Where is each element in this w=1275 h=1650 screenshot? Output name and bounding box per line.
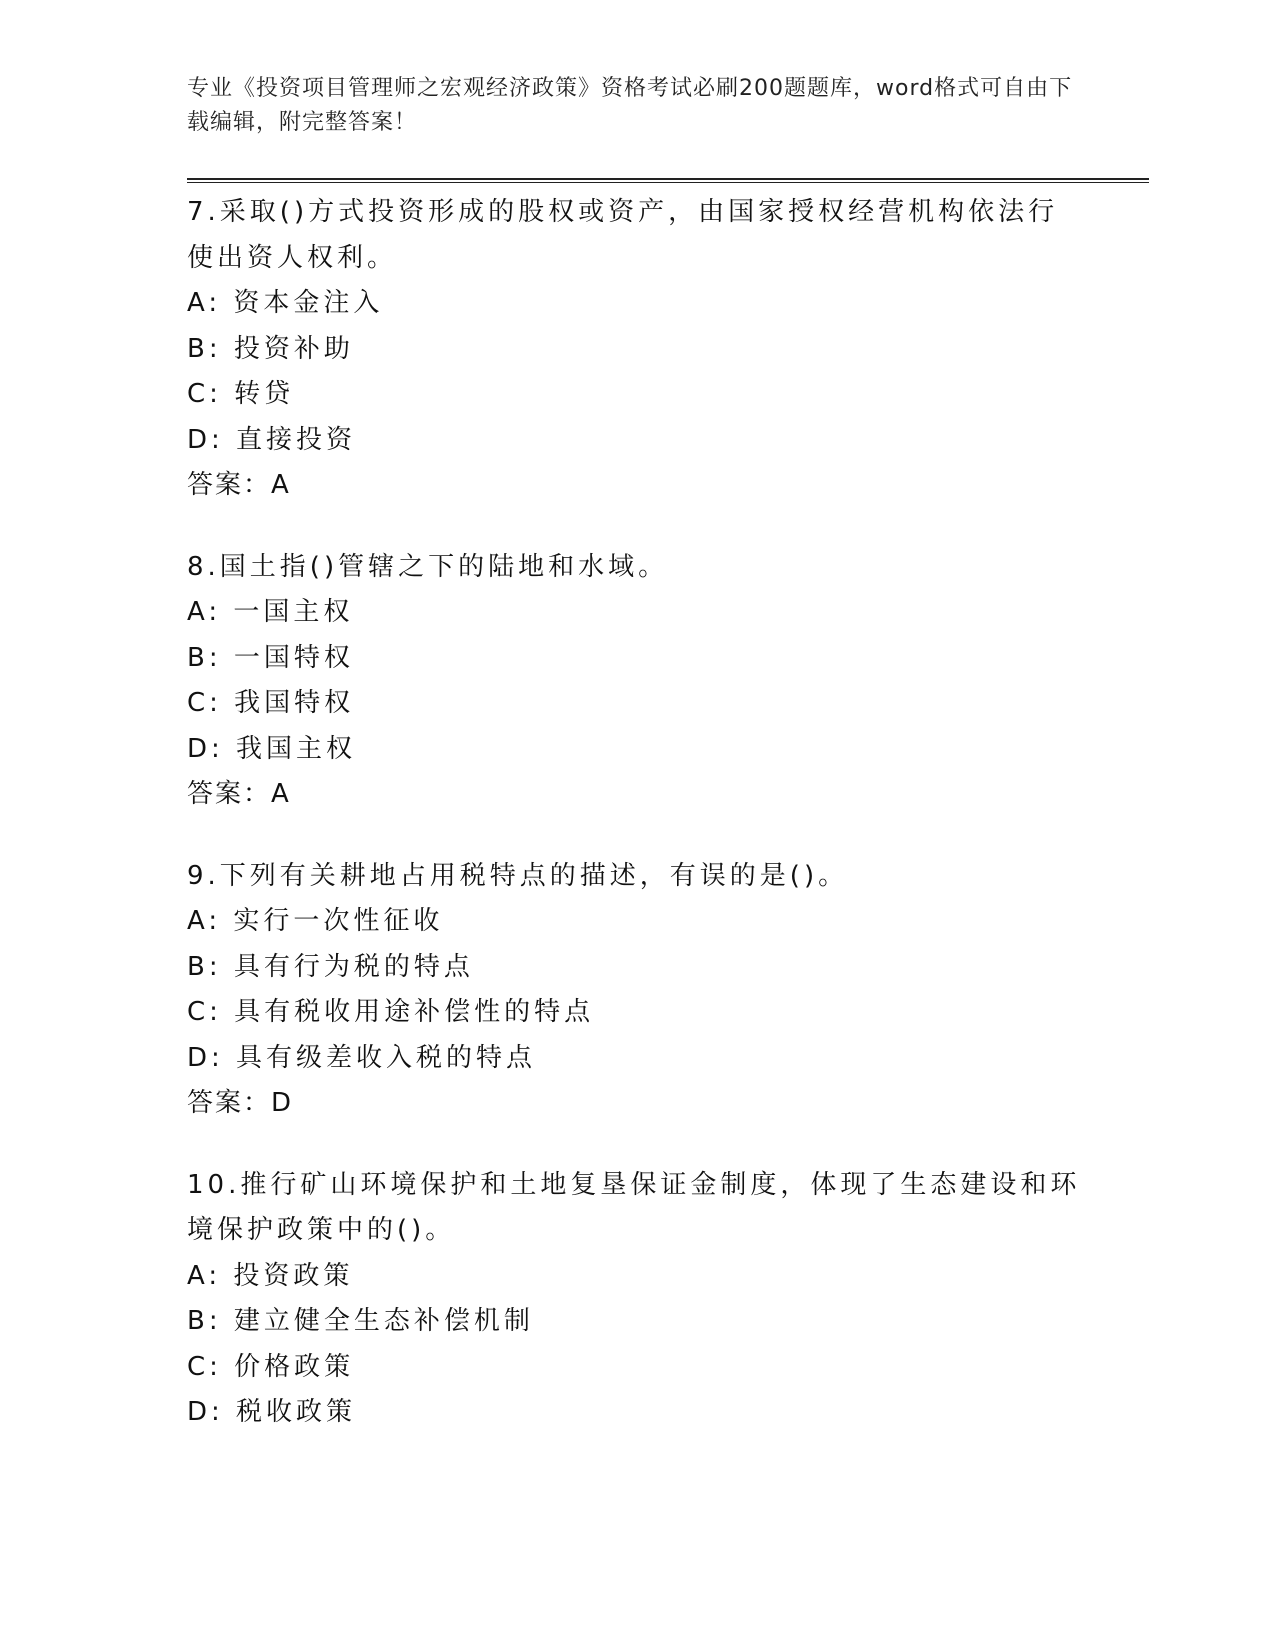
option-b: B: 投资补助 xyxy=(187,333,354,364)
option-c: C: 转贷 xyxy=(187,379,295,409)
question-list xyxy=(187,190,1087,1472)
option-c: C: 我国特权 xyxy=(187,688,355,718)
option-d: D: 直接投资 xyxy=(187,424,357,455)
answer-label: 答案：A xyxy=(187,470,291,500)
option-d: D: 税收政策 xyxy=(187,1397,357,1427)
option-b: B: 具有行为税的特点 xyxy=(187,951,474,982)
question-10 xyxy=(187,1163,1087,1436)
option-d: D: 具有级差收入税的特点 xyxy=(187,1042,537,1073)
option-a: A: 实行一次性征收 xyxy=(187,906,444,936)
question-text: 7.采取()方式投资形成的股权或资产，由国家授权经营机构依法行使出资人权利。 xyxy=(187,197,1059,273)
question-text: 10.推行矿山环境保护和土地复垦保证金制度，体现了生态建设和环境保护政策中的()。 xyxy=(187,1169,1081,1245)
option-a: A: 一国主权 xyxy=(187,597,354,627)
question-7 xyxy=(187,190,1087,509)
question-9 xyxy=(187,854,1087,1127)
option-c: C: 价格政策 xyxy=(187,1351,355,1382)
answer-label: 答案：A xyxy=(187,779,291,809)
option-a: A: 投资政策 xyxy=(187,1260,354,1291)
option-a: A: 资本金注入 xyxy=(187,288,384,318)
option-c: C: 具有税收用途补偿性的特点 xyxy=(187,997,595,1027)
option-b: B: 建立健全生态补偿机制 xyxy=(187,1306,534,1336)
option-b: B: 一国特权 xyxy=(187,642,354,673)
header-divider xyxy=(187,178,1149,183)
question-text: 9.下列有关耕地占用税特点的描述，有误的是()。 xyxy=(187,860,849,891)
option-d: D: 我国主权 xyxy=(187,733,357,764)
answer-label: 答案：D xyxy=(187,1088,294,1118)
document-header-note: 专业《投资项目管理师之宏观经济政策》资格考试必刷200题题库，word格式可自由下载编辑，附完整答案！ xyxy=(187,76,1073,135)
question-8 xyxy=(187,545,1087,818)
question-text: 8.国土指()管辖之下的陆地和水域。 xyxy=(187,551,669,582)
